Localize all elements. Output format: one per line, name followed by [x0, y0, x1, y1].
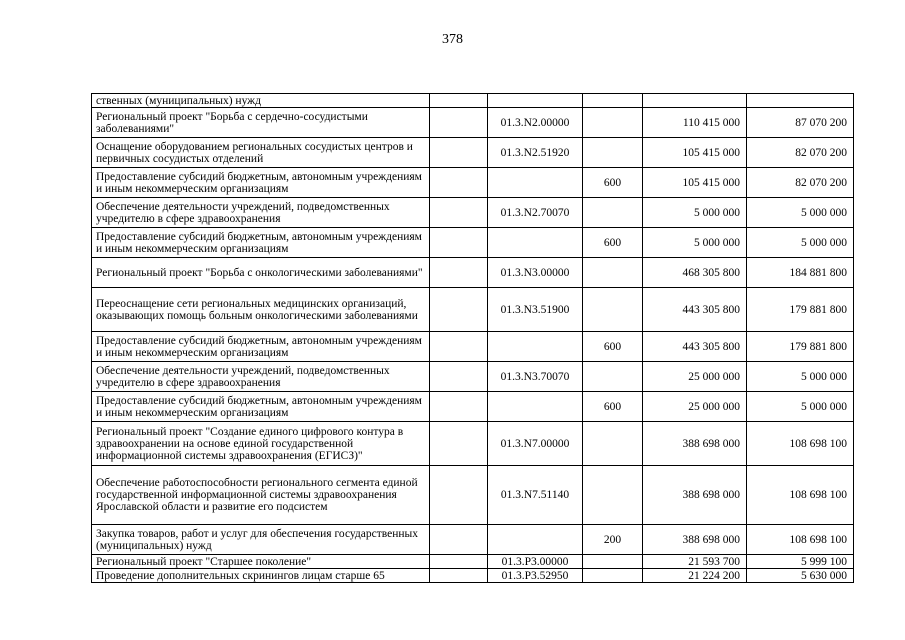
row-blank-cell [430, 362, 488, 392]
row-value-1-cell: 105 415 000 [643, 138, 747, 168]
row-type-cell [583, 138, 643, 168]
row-type-cell: 600 [583, 392, 643, 422]
row-value-2-cell: 108 698 100 [747, 422, 854, 466]
row-name-cell: Региональный проект "Борьба с сердечно-сосудистыми заболеваниями" [92, 108, 430, 138]
row-blank-cell [430, 198, 488, 228]
row-value-2-cell: 5 000 000 [747, 198, 854, 228]
row-value-1-cell: 5 000 000 [643, 228, 747, 258]
row-code-cell: 01.3.N3.70070 [488, 362, 583, 392]
page-number: 378 [442, 32, 463, 47]
budget-table [91, 93, 854, 583]
row-value-1-cell: 388 698 000 [643, 466, 747, 525]
row-value-1-cell [643, 94, 747, 108]
row-value-2-cell: 5 000 000 [747, 362, 854, 392]
table-row [92, 422, 854, 466]
row-value-1-cell: 105 415 000 [643, 168, 747, 198]
row-blank-cell [430, 332, 488, 362]
table-row [92, 168, 854, 198]
row-value-2-cell: 108 698 100 [747, 525, 854, 555]
row-value-1-cell: 443 305 800 [643, 288, 747, 332]
row-type-cell [583, 288, 643, 332]
row-blank-cell [430, 228, 488, 258]
row-value-2-cell: 82 070 200 [747, 168, 854, 198]
table-row [92, 198, 854, 228]
row-type-cell [583, 198, 643, 228]
row-name-cell: Обеспечение деятельности учреждений, подведомственных учредителю в сфере здравоохранения [92, 362, 430, 392]
row-value-2-cell: 82 070 200 [747, 138, 854, 168]
table-row [92, 332, 854, 362]
row-type-cell: 600 [583, 168, 643, 198]
row-code-cell: 01.3.N7.51140 [488, 466, 583, 525]
row-value-2-cell: 5 000 000 [747, 228, 854, 258]
row-code-cell: 01.3.N2.51920 [488, 138, 583, 168]
row-blank-cell [430, 288, 488, 332]
row-blank-cell [430, 466, 488, 525]
row-blank-cell [430, 168, 488, 198]
row-name-cell: Проведение дополнительных скринингов лицам старше 65 [92, 569, 430, 583]
row-name-cell: Обеспечение деятельности учреждений, подведомственных учредителю в сфере здравоохранения [92, 198, 430, 228]
row-type-cell [583, 258, 643, 288]
row-type-cell [583, 466, 643, 525]
table-row [92, 525, 854, 555]
row-code-cell: 01.3.N7.00000 [488, 422, 583, 466]
row-code-cell: 01.3.N3.51900 [488, 288, 583, 332]
row-type-cell [583, 362, 643, 392]
row-value-1-cell: 388 698 000 [643, 525, 747, 555]
table-row [92, 228, 854, 258]
row-blank-cell [430, 258, 488, 288]
row-code-cell [488, 94, 583, 108]
row-name-cell: Предоставление субсидий бюджетным, автономным учреждениям и иным некоммерческим организациям [92, 392, 430, 422]
row-value-2-cell: 184 881 800 [747, 258, 854, 288]
row-value-2-cell: 108 698 100 [747, 466, 854, 525]
row-value-2-cell: 179 881 800 [747, 288, 854, 332]
table-row [92, 258, 854, 288]
row-value-2-cell [747, 94, 854, 108]
table-row [92, 392, 854, 422]
row-value-2-cell: 5 999 100 [747, 555, 854, 569]
table-row [92, 569, 854, 583]
row-value-1-cell: 110 415 000 [643, 108, 747, 138]
row-type-cell [583, 569, 643, 583]
row-code-cell: 01.3.N3.00000 [488, 258, 583, 288]
row-code-cell: 01.3.P3.00000 [488, 555, 583, 569]
row-value-1-cell: 21 224 200 [643, 569, 747, 583]
row-value-2-cell: 179 881 800 [747, 332, 854, 362]
row-name-cell: Предоставление субсидий бюджетным, автономным учреждениям и иным некоммерческим организациям [92, 332, 430, 362]
table-row [92, 555, 854, 569]
row-blank-cell [430, 422, 488, 466]
row-name-cell: Закупка товаров, работ и услуг для обеспечения государственных (муниципальных) нужд [92, 525, 430, 555]
row-value-1-cell: 468 305 800 [643, 258, 747, 288]
table-row [92, 138, 854, 168]
row-code-cell [488, 332, 583, 362]
table-row [92, 108, 854, 138]
row-name-cell: Предоставление субсидий бюджетным, автономным учреждениям и иным некоммерческим организациям [92, 168, 430, 198]
row-name-cell: Региональный проект "Создание единого цифрового контура в здравоохранении на основе единой государственной информационной системы здравоохранения (ЕГИСЗ)" [92, 422, 430, 466]
row-name-cell: Обеспечение работоспособности регионального сегмента единой государственной информационной системы здравоохранения Ярославской области и развитие его подсистем [92, 466, 430, 525]
row-blank-cell [430, 525, 488, 555]
row-code-cell: 01.3.P3.52950 [488, 569, 583, 583]
row-blank-cell [430, 108, 488, 138]
row-code-cell [488, 168, 583, 198]
row-name-cell: Оснащение оборудованием региональных сосудистых центров и первичных сосудистых отделений [92, 138, 430, 168]
table-row [92, 362, 854, 392]
row-blank-cell [430, 138, 488, 168]
row-blank-cell [430, 392, 488, 422]
row-value-2-cell: 5 000 000 [747, 392, 854, 422]
row-type-cell [583, 555, 643, 569]
row-type-cell: 600 [583, 332, 643, 362]
row-name-cell: Переоснащение сети региональных медицинских организаций, оказывающих помощь больным онкологическими заболеваниями [92, 288, 430, 332]
row-type-cell [583, 94, 643, 108]
row-value-1-cell: 443 305 800 [643, 332, 747, 362]
row-code-cell: 01.3.N2.70070 [488, 198, 583, 228]
row-code-cell [488, 392, 583, 422]
row-value-1-cell: 388 698 000 [643, 422, 747, 466]
row-value-2-cell: 5 630 000 [747, 569, 854, 583]
table-row [92, 288, 854, 332]
row-type-cell: 200 [583, 525, 643, 555]
row-type-cell: 600 [583, 228, 643, 258]
row-value-1-cell: 25 000 000 [643, 392, 747, 422]
row-value-2-cell: 87 070 200 [747, 108, 854, 138]
row-value-1-cell: 5 000 000 [643, 198, 747, 228]
row-blank-cell [430, 569, 488, 583]
table-row [92, 466, 854, 525]
row-value-1-cell: 21 593 700 [643, 555, 747, 569]
row-code-cell: 01.3.N2.00000 [488, 108, 583, 138]
row-blank-cell [430, 94, 488, 108]
row-name-cell: Региональный проект "Борьба с онкологическими заболеваниями" [92, 258, 430, 288]
row-name-cell: Региональный проект "Старшее поколение" [92, 555, 430, 569]
row-code-cell [488, 525, 583, 555]
row-code-cell [488, 228, 583, 258]
table-row [92, 94, 854, 108]
row-value-1-cell: 25 000 000 [643, 362, 747, 392]
row-name-cell: Предоставление субсидий бюджетным, автономным учреждениям и иным некоммерческим организациям [92, 228, 430, 258]
row-blank-cell [430, 555, 488, 569]
row-name-cell: ственных (муниципальных) нужд [92, 94, 430, 108]
row-type-cell [583, 108, 643, 138]
row-type-cell [583, 422, 643, 466]
